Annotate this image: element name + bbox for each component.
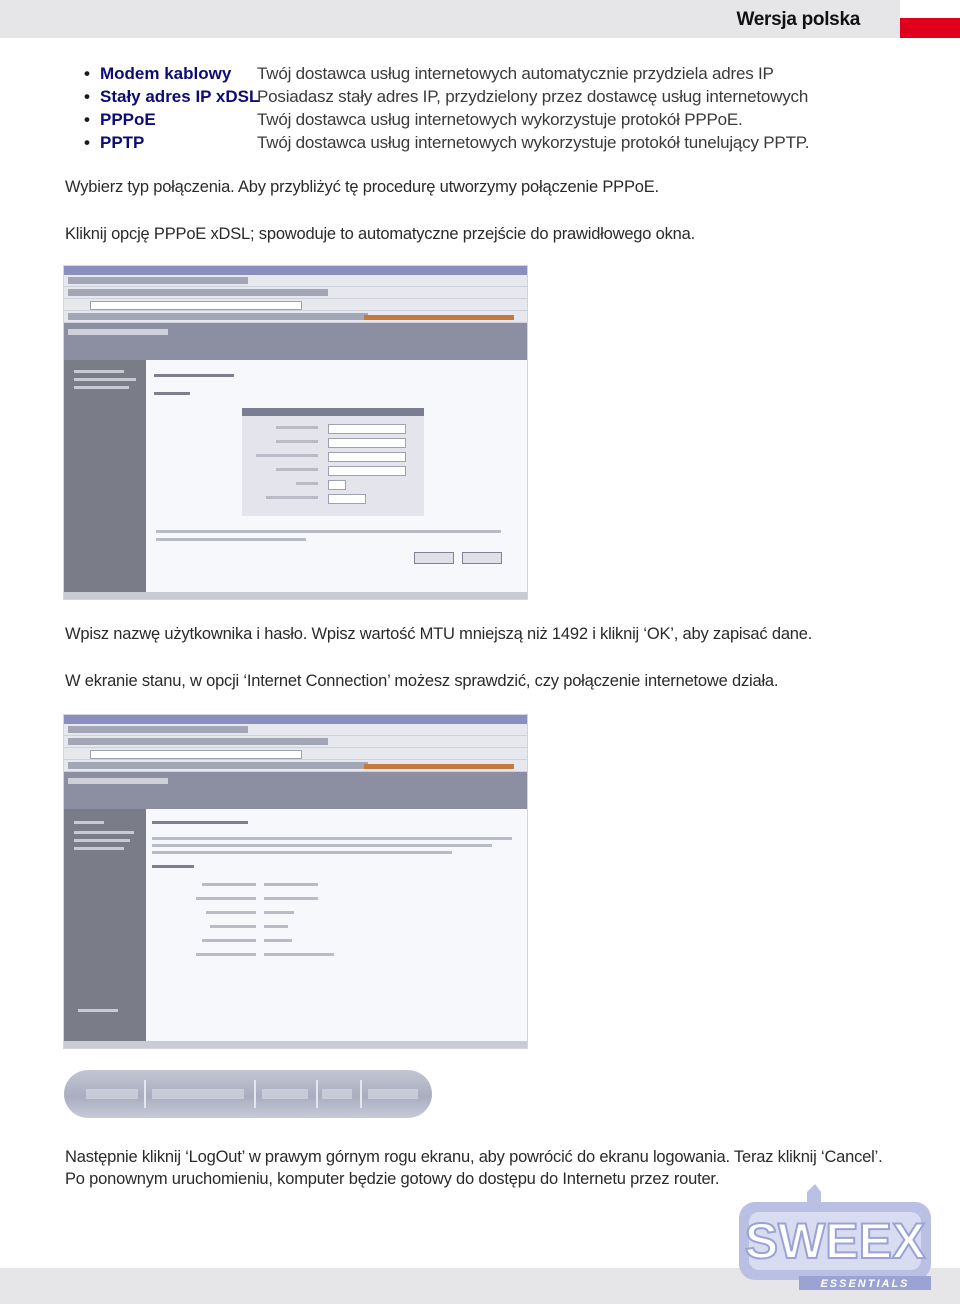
bullet-icon: •	[84, 87, 90, 106]
router-sidebar	[64, 360, 146, 592]
bullet-icon: •	[84, 110, 90, 129]
bullet-term: Modem kablowy	[100, 64, 232, 83]
browser-titlebar	[64, 266, 527, 275]
bullet-term: PPPoE	[100, 110, 156, 129]
header-accent-bar	[900, 18, 960, 38]
router-header	[64, 323, 527, 360]
paragraph-restart: Po ponownym uruchomieniu, komputer będzie gotowy do dostępu do Internetu przez router.	[65, 1170, 720, 1188]
page-title: Wersja polska	[736, 9, 860, 30]
router-main	[146, 360, 527, 592]
browser-toolbar	[64, 724, 527, 772]
bullet-term: Stały adres IP xDSL	[100, 87, 260, 106]
browser-titlebar	[64, 715, 527, 724]
paragraph-status-screen: W ekranie stanu, w opcji ‘Internet Connection’ możesz sprawdzić, czy połączenie internetowe działa.	[65, 672, 779, 690]
bullet-desc: Twój dostawca usług internetowych wykorzystuje protokół PPPoE.	[257, 110, 743, 129]
logo-brand: SWEEX	[744, 1213, 926, 1269]
router-menu-strip	[64, 1070, 432, 1118]
screenshot-status-information	[63, 714, 528, 1049]
paragraph-logout: Następnie kliknij ‘LogOut’ w prawym górnym rogu ekranu, aby powrócić do ekranu logowania. Teraz kliknij ‘Cancel’.	[65, 1148, 883, 1166]
logo-tagline: ESSENTIALS	[820, 1278, 910, 1290]
browser-statusbar	[64, 592, 527, 599]
screenshot-pppoe-settings	[63, 265, 528, 600]
bullet-desc: Twój dostawca usług internetowych wykorzystuje protokół tunelujący PPTP.	[257, 133, 810, 152]
router-header	[64, 772, 527, 809]
bullet-desc: Twój dostawca usług internetowych automatycznie przydziela adres IP	[257, 64, 774, 83]
bullet-icon: •	[84, 64, 90, 83]
router-main	[146, 809, 527, 1041]
bullet-icon: •	[84, 133, 90, 152]
browser-toolbar	[64, 275, 527, 323]
bullet-term: PPTP	[100, 133, 145, 152]
bullet-desc: Posiadasz stały adres IP, przydzielony przez dostawcę usług internetowych	[257, 87, 809, 106]
browser-statusbar	[64, 1041, 527, 1048]
paragraph-enter-credentials: Wpisz nazwę użytkownika i hasło. Wpisz wartość MTU mniejszą niż 1492 i kliknij ‘OK’, aby zapisać dane.	[65, 625, 813, 643]
sweex-logo	[735, 1182, 935, 1292]
paragraph-connection-type: Wybierz typ połączenia. Aby przybliżyć tę procedurę utworzymy połączenie PPPoE.	[65, 178, 659, 196]
paragraph-click-pppoe: Kliknij opcję PPPoE xDSL; spowoduje to automatyczne przejście do prawidłowego okna.	[65, 225, 696, 243]
router-sidebar	[64, 809, 146, 1041]
